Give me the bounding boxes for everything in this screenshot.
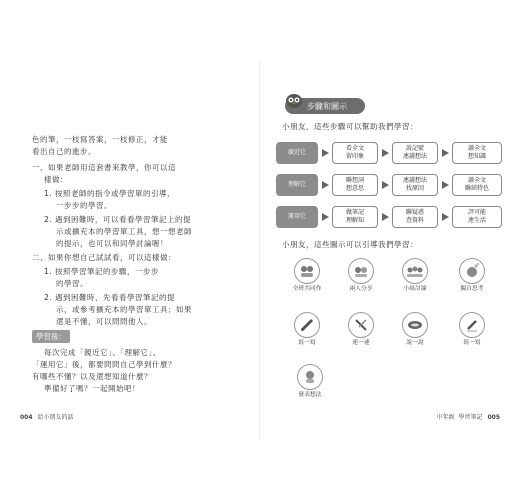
text-line: 1. 按照老師的指令或學習單的引導， (44, 189, 176, 198)
flow-step: 做筆記 理解知 (332, 206, 378, 228)
footer (20, 412, 73, 421)
flow-step: 看全文 留印象 (332, 142, 378, 164)
icon-item (282, 312, 332, 347)
text-line: 準備好了嗎？一起開始吧！ (44, 384, 140, 393)
arrow-right-icon (442, 149, 449, 157)
arrow-right-icon (382, 149, 389, 157)
footer-title: 給小朋友的話 (37, 414, 74, 421)
arrow-right-icon (322, 213, 329, 221)
text-line: 2. 遇到困難時，可以看看學習筆記上的提 (44, 215, 192, 224)
arrow-right-icon (382, 181, 389, 189)
icon-item (444, 258, 500, 293)
arrow-right-icon (322, 181, 329, 189)
intro-text: 小朋友，這些步驟可以幫助我們學習： (282, 122, 418, 131)
text-line: 示或擴充本的學習單工具，想一想老師 (56, 227, 192, 236)
icon-item (390, 312, 440, 347)
write-icon (459, 312, 485, 338)
pair-icon (348, 258, 374, 284)
text-line: 的學習。 (56, 279, 88, 288)
badge-label: 步驟和圖示 (307, 101, 347, 111)
group-icon (294, 258, 320, 284)
text-line: 有哪些不懂？以及還想知道什麼？ (32, 372, 152, 381)
think-icon (459, 258, 485, 284)
icon-label: 連一連 (352, 340, 370, 346)
section-title: 學習後： (32, 330, 70, 343)
footer-title: 學習筆記 (458, 414, 483, 421)
text-line: 1. 按照學習筆記的步驟，一步步 (44, 267, 160, 276)
icon-item (390, 258, 440, 293)
icon-label: 小組討論 (403, 286, 427, 292)
icons-intro-text: 小朋友，這些圖示可以引導我們學習： (282, 240, 418, 249)
flow-step-name: 親近它 (276, 142, 318, 164)
arrow-right-icon (382, 213, 389, 221)
text-line: 2. 遇到困難時，先看看學習筆記的提 (44, 293, 176, 302)
text-line: 的提示，也可以和同學討論喔！ (56, 239, 168, 248)
icon-item (282, 364, 338, 399)
footer-grade: 中年級 (436, 414, 455, 421)
icon-label: 寫一寫 (463, 340, 481, 346)
text-line: 每次完成「親近它」、「理解它」、 (44, 348, 161, 357)
arrow-right-icon (322, 149, 329, 157)
flow-step-name: 理解它 (276, 174, 318, 196)
text-line: 樣做： (44, 175, 68, 184)
icon-item (282, 258, 332, 293)
connect-icon (348, 312, 374, 338)
flow-step: 評可能 連生活 (452, 206, 502, 228)
icon-label: 寫一寫 (298, 340, 316, 346)
flow-step: 聯想詞 想意思 (332, 174, 378, 196)
present-icon (297, 364, 323, 390)
flow-step-name: 運用它 (276, 206, 318, 228)
text-line: 色的筆，一枝寫答案，一枝修正，才能 (32, 135, 168, 144)
text-line: 示，或參考擴充本的學習單工具；如果 (56, 305, 192, 314)
pencil-icon (294, 312, 320, 338)
icon-label: 說一說 (406, 340, 424, 346)
icon-label: 兩人分享 (349, 286, 373, 292)
text-line: 還是不懂，可以問問他人。 (56, 317, 152, 326)
right-page (260, 0, 520, 500)
icon-item (336, 258, 386, 293)
icon-item (444, 312, 500, 347)
arrow-right-icon (442, 181, 449, 189)
flow-step: 聯疑惑 查資料 (392, 206, 438, 228)
icon-label: 全班共同作 (292, 286, 322, 292)
page-number: 005 (487, 414, 500, 421)
flow-row-2 (276, 174, 504, 196)
text-line: 看出自己的進步。 (32, 147, 96, 156)
text-line: 「運用它」後，都要問問自己學到什麼？ (32, 360, 176, 369)
flow-step: 讀全文 聯結特色 (452, 174, 502, 196)
speak-icon (402, 312, 428, 338)
flow-step: 說記號 連讀想法 (392, 142, 438, 164)
arrow-right-icon (442, 213, 449, 221)
icon-item (336, 312, 386, 347)
text-line: 一、如果老師用這套書來教學，你可以這 (32, 163, 176, 172)
flow-step: 讀全文 想知識 (452, 142, 502, 164)
team-icon (402, 258, 428, 284)
icon-label: 發表想法 (298, 392, 322, 398)
page-number: 004 (20, 414, 33, 421)
icon-label: 獨自思考 (460, 286, 484, 292)
text-line: 二、如果你想自己試試看，可以這樣做： (32, 253, 176, 262)
flow-step: 連讀想法 找原因 (392, 174, 438, 196)
text-line: 一步步的學習。 (56, 201, 112, 210)
footer (437, 412, 500, 421)
flow-row-1 (276, 142, 504, 164)
flow-row-3 (276, 206, 504, 228)
